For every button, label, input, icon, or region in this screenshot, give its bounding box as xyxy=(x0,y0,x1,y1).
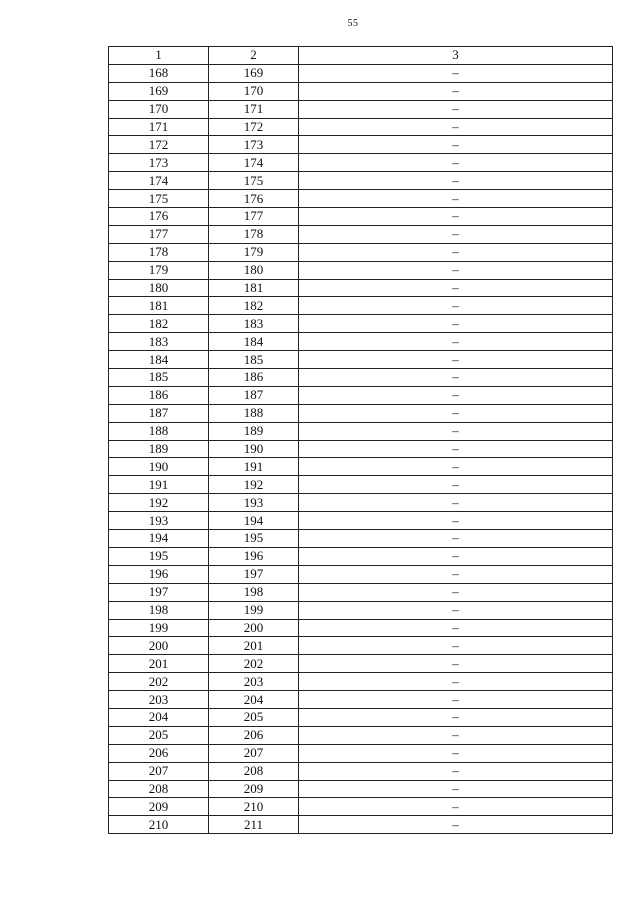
table-cell-col-3: – xyxy=(299,780,613,798)
table-row xyxy=(109,726,613,744)
table-header-row xyxy=(109,47,613,65)
table-cell-col-2: 169 xyxy=(209,64,299,82)
table-cell-col-3: – xyxy=(299,458,613,476)
table-row xyxy=(109,118,613,136)
table-cell-col-2: 170 xyxy=(209,82,299,100)
table-row xyxy=(109,476,613,494)
table-row xyxy=(109,369,613,387)
table-cell-col-2: 199 xyxy=(209,601,299,619)
table-row xyxy=(109,512,613,530)
table-cell-col-3: – xyxy=(299,655,613,673)
table-cell-col-1: 203 xyxy=(109,691,209,709)
table-cell-col-2: 175 xyxy=(209,172,299,190)
table-cell-col-3: – xyxy=(299,225,613,243)
table-row xyxy=(109,297,613,315)
table-cell-col-3: – xyxy=(299,673,613,691)
table-row xyxy=(109,673,613,691)
table-cell-col-3: – xyxy=(299,637,613,655)
table-row xyxy=(109,190,613,208)
table-cell-col-2: 172 xyxy=(209,118,299,136)
table-cell-col-2: 187 xyxy=(209,386,299,404)
table-cell-col-3: – xyxy=(299,798,613,816)
table-row xyxy=(109,422,613,440)
table-cell-col-2: 189 xyxy=(209,422,299,440)
table-cell-col-1: 204 xyxy=(109,708,209,726)
table-cell-col-3: – xyxy=(299,369,613,387)
table-cell-col-3: – xyxy=(299,386,613,404)
table-body xyxy=(109,64,613,833)
table-cell-col-2: 204 xyxy=(209,691,299,709)
table-row xyxy=(109,100,613,118)
table-cell-col-1: 172 xyxy=(109,136,209,154)
table-row xyxy=(109,315,613,333)
table-cell-col-3: – xyxy=(299,243,613,261)
table-cell-col-1: 190 xyxy=(109,458,209,476)
table-cell-col-1: 188 xyxy=(109,422,209,440)
table-cell-col-1: 193 xyxy=(109,512,209,530)
table-cell-col-1: 202 xyxy=(109,673,209,691)
table-cell-col-2: 210 xyxy=(209,798,299,816)
table-cell-col-2: 180 xyxy=(209,261,299,279)
table-cell-col-3: – xyxy=(299,547,613,565)
table-cell-col-2: 181 xyxy=(209,279,299,297)
table-cell-col-2: 205 xyxy=(209,708,299,726)
table-row xyxy=(109,547,613,565)
table-cell-col-3: – xyxy=(299,691,613,709)
table-cell-col-2: 185 xyxy=(209,351,299,369)
table-cell-col-3: – xyxy=(299,351,613,369)
table-cell-col-2: 192 xyxy=(209,476,299,494)
table-row xyxy=(109,351,613,369)
table-cell-col-3: – xyxy=(299,404,613,422)
table-cell-col-1: 178 xyxy=(109,243,209,261)
table-cell-col-1: 189 xyxy=(109,440,209,458)
table-cell-col-3: – xyxy=(299,744,613,762)
table-cell-col-1: 194 xyxy=(109,530,209,548)
table-cell-col-2: 176 xyxy=(209,190,299,208)
table-cell-col-1: 175 xyxy=(109,190,209,208)
table-cell-col-3: – xyxy=(299,440,613,458)
table-cell-col-1: 171 xyxy=(109,118,209,136)
table-cell-col-1: 187 xyxy=(109,404,209,422)
table-cell-col-3: – xyxy=(299,762,613,780)
table-row xyxy=(109,691,613,709)
table-cell-col-1: 210 xyxy=(109,816,209,834)
table-cell-col-2: 211 xyxy=(209,816,299,834)
table-cell-col-3: – xyxy=(299,297,613,315)
table-cell-col-3: – xyxy=(299,100,613,118)
table-cell-col-2: 193 xyxy=(209,494,299,512)
table-cell-col-2: 184 xyxy=(209,333,299,351)
table-cell-col-3: – xyxy=(299,583,613,601)
table-cell-col-3: – xyxy=(299,816,613,834)
table-row xyxy=(109,780,613,798)
table-row xyxy=(109,64,613,82)
table-cell-col-1: 169 xyxy=(109,82,209,100)
table-cell-col-1: 174 xyxy=(109,172,209,190)
table-cell-col-2: 191 xyxy=(209,458,299,476)
table-cell-col-1: 197 xyxy=(109,583,209,601)
table-cell-col-1: 206 xyxy=(109,744,209,762)
table-cell-col-3: – xyxy=(299,136,613,154)
table-row xyxy=(109,458,613,476)
table-cell-col-2: 182 xyxy=(209,297,299,315)
column-header-1: 1 xyxy=(109,47,209,65)
table-cell-col-3: – xyxy=(299,494,613,512)
table-cell-col-2: 209 xyxy=(209,780,299,798)
table-cell-col-3: – xyxy=(299,279,613,297)
table-cell-col-2: 174 xyxy=(209,154,299,172)
table-cell-col-2: 177 xyxy=(209,208,299,226)
column-header-3: 3 xyxy=(299,47,613,65)
table-row xyxy=(109,494,613,512)
table-row xyxy=(109,530,613,548)
table-row xyxy=(109,333,613,351)
table-cell-col-3: – xyxy=(299,530,613,548)
table-cell-col-2: 190 xyxy=(209,440,299,458)
table-row xyxy=(109,243,613,261)
table-cell-col-3: – xyxy=(299,512,613,530)
table-row xyxy=(109,798,613,816)
table-cell-col-3: – xyxy=(299,261,613,279)
table-row xyxy=(109,208,613,226)
data-table xyxy=(108,46,613,834)
table-cell-col-3: – xyxy=(299,64,613,82)
table-cell-col-1: 173 xyxy=(109,154,209,172)
table-cell-col-1: 198 xyxy=(109,601,209,619)
table-cell-col-1: 209 xyxy=(109,798,209,816)
table-cell-col-1: 185 xyxy=(109,369,209,387)
table-cell-col-2: 203 xyxy=(209,673,299,691)
table-row xyxy=(109,136,613,154)
table-cell-col-1: 199 xyxy=(109,619,209,637)
table-row xyxy=(109,440,613,458)
table-cell-col-2: 207 xyxy=(209,744,299,762)
table-row xyxy=(109,565,613,583)
table-cell-col-2: 188 xyxy=(209,404,299,422)
table-cell-col-2: 198 xyxy=(209,583,299,601)
table-cell-col-2: 202 xyxy=(209,655,299,673)
table-cell-col-3: – xyxy=(299,476,613,494)
table-row xyxy=(109,637,613,655)
table-cell-col-1: 186 xyxy=(109,386,209,404)
table-cell-col-2: 171 xyxy=(209,100,299,118)
table-cell-col-1: 170 xyxy=(109,100,209,118)
table-cell-col-2: 206 xyxy=(209,726,299,744)
table-cell-col-2: 195 xyxy=(209,530,299,548)
table-row xyxy=(109,225,613,243)
table-cell-col-3: – xyxy=(299,601,613,619)
table-cell-col-1: 196 xyxy=(109,565,209,583)
table-cell-col-2: 183 xyxy=(209,315,299,333)
table-cell-col-3: – xyxy=(299,82,613,100)
table-cell-col-1: 180 xyxy=(109,279,209,297)
table-row xyxy=(109,82,613,100)
page-number: 55 xyxy=(347,18,359,29)
table-cell-col-1: 177 xyxy=(109,225,209,243)
table-cell-col-1: 184 xyxy=(109,351,209,369)
table-cell-col-3: – xyxy=(299,619,613,637)
table-cell-col-1: 207 xyxy=(109,762,209,780)
table-cell-col-3: – xyxy=(299,190,613,208)
table-cell-col-1: 192 xyxy=(109,494,209,512)
table-cell-col-2: 197 xyxy=(209,565,299,583)
table-cell-col-2: 200 xyxy=(209,619,299,637)
table-cell-col-1: 168 xyxy=(109,64,209,82)
table-row xyxy=(109,583,613,601)
table-cell-col-2: 194 xyxy=(209,512,299,530)
table-cell-col-3: – xyxy=(299,726,613,744)
table-cell-col-2: 178 xyxy=(209,225,299,243)
table-row xyxy=(109,279,613,297)
table-cell-col-1: 182 xyxy=(109,315,209,333)
table-row xyxy=(109,386,613,404)
table-row xyxy=(109,655,613,673)
table-cell-col-2: 208 xyxy=(209,762,299,780)
table-cell-col-1: 179 xyxy=(109,261,209,279)
table-cell-col-3: – xyxy=(299,154,613,172)
table-cell-col-2: 196 xyxy=(209,547,299,565)
table-cell-col-1: 191 xyxy=(109,476,209,494)
table-row xyxy=(109,816,613,834)
table-header xyxy=(109,47,613,65)
table-cell-col-3: – xyxy=(299,315,613,333)
table-cell-col-1: 205 xyxy=(109,726,209,744)
table-cell-col-1: 200 xyxy=(109,637,209,655)
table-cell-col-2: 179 xyxy=(209,243,299,261)
table-cell-col-3: – xyxy=(299,422,613,440)
table-cell-col-3: – xyxy=(299,565,613,583)
table-cell-col-1: 181 xyxy=(109,297,209,315)
table-row xyxy=(109,762,613,780)
table-cell-col-1: 201 xyxy=(109,655,209,673)
column-header-2: 2 xyxy=(209,47,299,65)
table-cell-col-3: – xyxy=(299,208,613,226)
table-cell-col-2: 186 xyxy=(209,369,299,387)
table-row xyxy=(109,601,613,619)
table-row xyxy=(109,261,613,279)
table-cell-col-3: – xyxy=(299,333,613,351)
table-row xyxy=(109,154,613,172)
table-row xyxy=(109,172,613,190)
table-cell-col-1: 176 xyxy=(109,208,209,226)
table-cell-col-3: – xyxy=(299,172,613,190)
table-row xyxy=(109,708,613,726)
table-row xyxy=(109,404,613,422)
table-cell-col-1: 183 xyxy=(109,333,209,351)
table-cell-col-1: 208 xyxy=(109,780,209,798)
table-cell-col-3: – xyxy=(299,708,613,726)
table-cell-col-2: 173 xyxy=(209,136,299,154)
table-cell-col-3: – xyxy=(299,118,613,136)
table-row xyxy=(109,619,613,637)
table-cell-col-2: 201 xyxy=(209,637,299,655)
table-row xyxy=(109,744,613,762)
table-cell-col-1: 195 xyxy=(109,547,209,565)
